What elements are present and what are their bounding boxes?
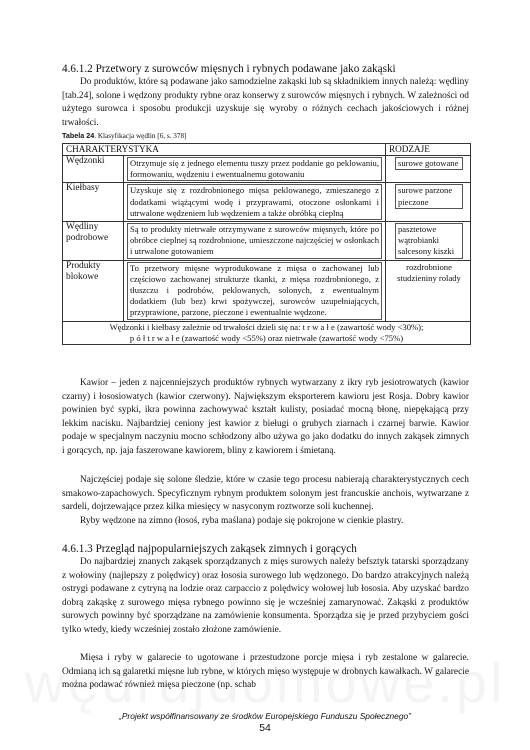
raw-appetizers-paragraph: Do najbardziej znanych zakąsek sporządzanych z mięs surowych należy befsztyk tatarski sporządzany z wołowiny (najlepszy z polędwicy) oraz łososia surowego lub wędzonego. Do bardzo atrakcyjnych należą ostrygi podawane z cytryną na lodzie oraz carpaccio z polędwicy wołowej lub łososia. Aby uzyskać bardzo dobrą zakąskę z surowego mięsa rybnego powinno się je wcześniej zamarynować. Zakąski z produktów surowych powinny być sporządzane na zamówienie konsumenta. Sporządza się je przed przybyciem gości tylko wtedy, kiedy wcześniej zostało złożone zamówienie. — [62, 557, 469, 635]
row-description-text: Otrzymuje się z jednego elementu tuszy przez poddanie go peklowaniu, formowaniu, wędzeniu i ewentualnemu gotowaniu — [127, 157, 382, 181]
section-heading-4-6-1-2: 4.6.1.2 Przetwory z surowców mięsnych i rybnych podawane jako zakąski — [62, 63, 396, 75]
table-row — [63, 156, 471, 183]
sausage-classification-table — [62, 143, 471, 345]
row-description-text: Uzyskuje się z rozdrobnionego mięsa peklowanego, zmieszanego z dodatkami wiążącymi wodę i przyprawami, otoczone osłonkami i utrwalone wędzeniem lub wędzeniem a także obróbką cieplną — [127, 184, 382, 220]
table-caption-text: . Klasyfikacja wędlin [6, s. 378] — [94, 132, 187, 140]
row-types-text: pasztetowe wątrobianki salcesony kiszki — [395, 223, 463, 259]
row-types-text: surowe parzone pieczone — [395, 184, 463, 208]
row-types-text: surowe gotowane — [395, 157, 463, 170]
herring-paragraph: Najczęściej podaje się solone śledzie, które w czasie tego procesu nabierają charakterystycznych cech smakowo-zapachowych. Specyficznym rybnym produktem solonym jest francuskie anchois, wytwarzane z sardeli, dojrzewające przez kilka miesięcy w nasyconym roztworze soli kuchennej. — [62, 475, 469, 513]
row-description — [124, 222, 386, 261]
table-caption — [62, 131, 186, 140]
caviar-paragraph: Kawior – jeden z najcenniejszych produktów rybnych wytwarzany z ikry ryb jesiotrowatych (kawior czarny) i łososiowatych (kawior czerwony). Największym eksporterem kawioru jest Rosja. Dobry kawior powinien być sypki, ikra powinna zachowywać kształt kulisty, posiadać mocną błonę, niepękającą przy lekkim nacisku. Najbardziej ceniony jest kawior z bieługi o grubych ziarnach i czarnej barwie. Kawior podaje w specjalnym naczyniu mocno schłodzony albo używa go jako dodatku do innych zakąsek zimnych i gorących, np. jaja faszerowane kawiorem, bliny z kawiorem i śmietaną. — [62, 378, 469, 456]
table-header-row — [63, 144, 471, 156]
row-name: Produkty blokowe — [63, 260, 124, 321]
section-intro-paragraph: Do produktów, które są podawane jako samodzielne zakąski lub są składnikiem innych należą: wędliny [tab.24], solone i wędzony produkty rybne oraz konserwy z surowców mięsnych i rybnych. W zależności od użytego surowca i sposobu produkcji uzyskuje się wyroby o różnych cechach jakościowych i różnej trwałości. — [62, 77, 469, 128]
row-description — [124, 183, 386, 222]
table-row — [63, 260, 471, 321]
row-types — [386, 222, 471, 261]
table-footer-row — [63, 321, 471, 344]
row-name: Wędzonki — [63, 156, 124, 183]
row-description-text: To przetwory mięsne wyprodukowane z mięsa o zachowanej lub częściowo zachowanej strukturze tkanki, z mięsa rozdrobnionego, z tłuszczu i podrobów, peklowanych, solonych, z ewentualnym dodatkiem (lub bez) krwi spożywczej, surowców uzupełniających, przyprawione, parzone, pieczone i ewentualnie wędzone. — [127, 262, 382, 320]
project-footer: „Projekt współfinansowany ze środków Europejskiego Funduszu Społecznego” — [119, 711, 411, 721]
table-row — [63, 222, 471, 261]
row-types — [386, 156, 471, 183]
row-types-text: rozdrobnione studzieniny rolady — [397, 261, 461, 283]
table-caption-label: Tabela 24 — [62, 131, 95, 140]
row-name: Kiełbasy — [63, 183, 124, 222]
aspic-paragraph: Mięsa i ryby w galarecie to ugotowane i przestudzone porcje mięsa i ryb zestalone w galarecie. Odmianą ich są galaretki mięsne lub rybne, w których mięso występuje w drobnych kawałkach. W galarecie można podawać również mięsa pieczone (np. schab — [62, 653, 469, 691]
table-footnote-line-1: Wędzonki i kiełbasy zależnie od trwałości dzieli się na: t r w a ł e (zawartość wody <30%); — [109, 321, 424, 332]
row-types — [386, 183, 471, 222]
row-description — [124, 260, 386, 321]
smoked-fish-paragraph: Ryby wędzone na zimno (łosoś, ryba maślana) podaje się pokrojone w cienkie plastry. — [80, 516, 404, 526]
row-description — [124, 156, 386, 183]
header-types: RODZAJE — [386, 144, 471, 156]
header-characteristics: CHARAKTERYSTYKA — [63, 144, 386, 156]
row-types — [386, 260, 471, 321]
row-description-text: Są to produkty nietrwałe otrzymywane z surowców mięsnych, które po obróbce cieplnej są rozdrobnione, umieszczone najczęściej w osłonkach i utrwalone gotowaniem — [127, 223, 382, 259]
table-footnote-line-2: p ó ł t r w a ł e (zawartość wody <55%) oraz nietrwałe (zawartość wody <75%) — [129, 332, 404, 343]
page-number: 54 — [259, 723, 271, 734]
table-row — [63, 183, 471, 222]
table-footnote — [63, 321, 471, 344]
section-heading-4-6-1-3: 4.6.1.3 Przegląd najpopularniejszych zakąsek zimnych i gorących — [62, 543, 357, 555]
row-name: Wędliny podrobowe — [63, 222, 124, 261]
